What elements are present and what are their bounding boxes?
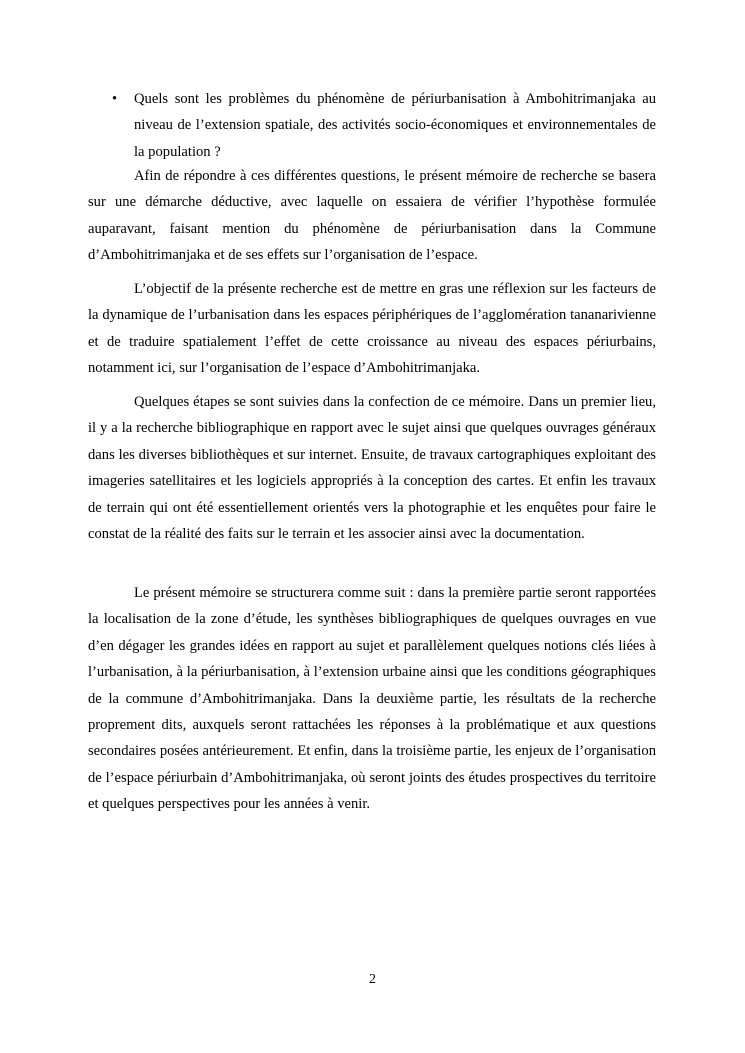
bullet-text: Quels sont les problèmes du phénomène de périurbanisation à Ambohitrimanjaka au niveau de l’extension spatiale, des activités socio-économiques et environnementales de la population ? — [134, 91, 656, 160]
paragraph-methodology: Afin de répondre à ces différentes questions, le présent mémoire de recherche se basera sur une démarche déductive, avec laquelle on essaiera de vérifier l’hypothèse formulée auparavant, faisant mention du phénomène de périurbanisation dans la Commune d’Ambohitrimanjaka et de ses effets sur l’organisation de l’espace. — [88, 168, 656, 264]
paragraph-objective: L’objectif de la présente recherche est de mettre en gras une réflexion sur les facteurs de la dynamique de l’urbanisation dans les espaces périphériques de l’agglomération tananarivienne et de traduire spatialement l’effet de cette croissance au niveau des espaces périurbains, notamment ici, sur l’organisation de l’espace d’Ambohitrimanjaka. — [88, 281, 656, 377]
question-bullet-item — [88, 86, 656, 165]
bullet-marker: • — [112, 91, 118, 107]
paragraph-steps: Quelques étapes se sont suivies dans la confection de ce mémoire. Dans un premier lieu, il y a la recherche bibliographique en rapport avec le sujet ainsi que quelques ouvrages généraux dans les diverses bibliothèques et sur internet. Ensuite, de travaux cartographiques exploitant des imageries satellitaires et les logiciels appropriés à la conception des cartes. Et enfin les travaux de terrain qui ont été essentiellement orientés vers la photographie et les enquêtes pour faire le constat de la réalité des faits sur le terrain et les associer ainsi avec la documentation. — [88, 394, 656, 543]
page-number: 2 — [369, 972, 376, 987]
paragraph-structure: Le présent mémoire se structurera comme suit : dans la première partie seront rapportées la localisation de la zone d’étude, les synthèses bibliographiques de quelques ouvrages en vue d’en dégager les grandes idées en rapport au sujet et parallèlement quelques notions clés liées à l’urbanisation, à la périurbanisation, à l’extension urbaine ainsi que les conditions géographiques de la commune d’Ambohitrimanjaka. Dans la deuxième partie, les résultats de la recherche proprement dits, auxquels seront rattachées les réponses à la problématique et aux questions secondaires posées antérieurement. Et enfin, dans la troisième partie, les enjeux de l’organisation de l’espace périurbain d’Ambohitrimanjaka, où seront joints des études prospectives du territoire et quelques perspectives pour les années à venir. — [88, 585, 656, 813]
